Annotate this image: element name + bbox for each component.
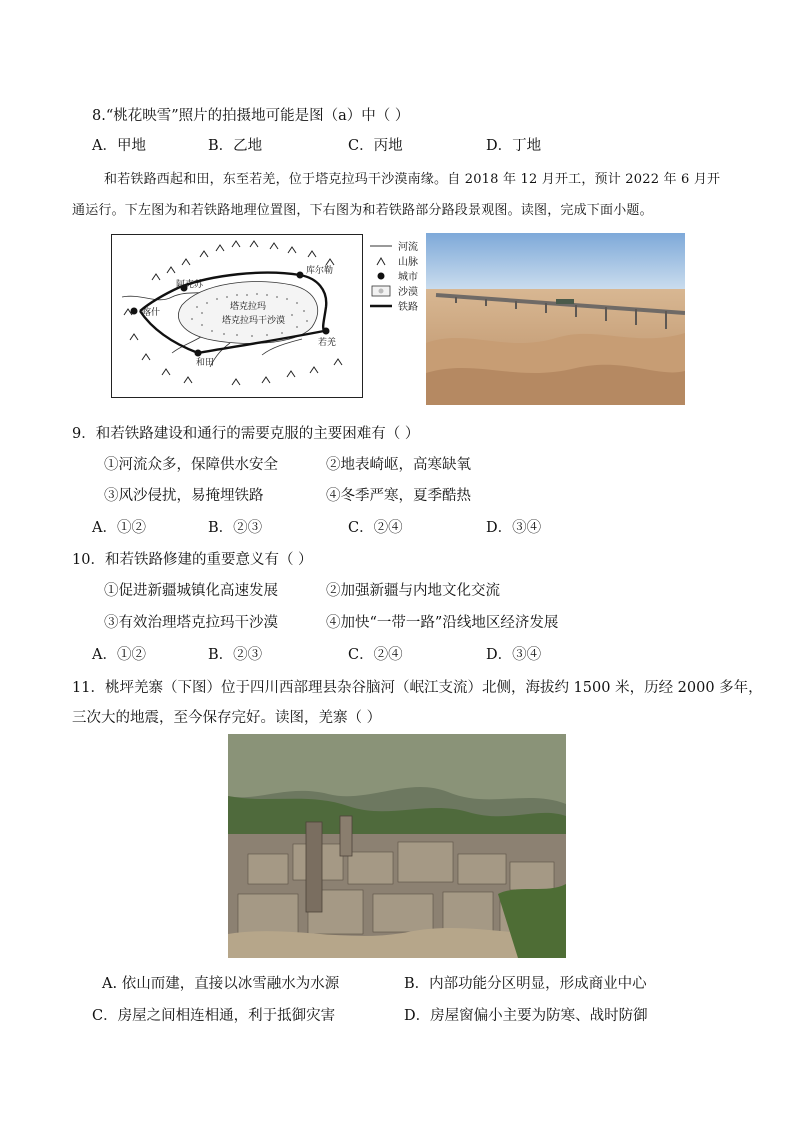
railway-line-icon — [370, 303, 392, 309]
q11-option-c[interactable]: C．房屋之间相连相通，利于抵御灾害 — [92, 1008, 336, 1024]
q8-option-c[interactable]: C．丙地 — [348, 138, 403, 154]
river-line-icon — [370, 243, 392, 249]
label-korla: 库尔勒 — [306, 266, 334, 276]
legend-desert — [370, 283, 418, 298]
q10-option-b[interactable]: B．②③ — [208, 647, 263, 663]
city-kashgar — [131, 308, 138, 315]
q9-statement-4: ④冬季严寒，夏季酷热 — [326, 488, 471, 504]
qiang-village-photo — [228, 734, 566, 958]
q11-option-d[interactable]: D．房屋窗偏小主要为防寒、战时防御 — [404, 1008, 648, 1024]
desert-label-1: 塔克拉玛 — [230, 302, 267, 312]
desert-label-2: 塔克拉玛干沙漠 — [222, 316, 286, 326]
q10-stem: 10．和若铁路修建的重要意义有（ ） — [72, 552, 313, 568]
q9-statement-3: ③风沙侵扰，易掩埋铁路 — [104, 488, 264, 504]
q11-option-a[interactable]: A. 依山而建，直接以冰雪融水为水源 — [102, 976, 340, 992]
city-dot-icon — [370, 271, 392, 281]
legend-railway — [370, 298, 418, 313]
q10-statement-1: ①促进新疆城镇化高速发展 — [104, 583, 278, 599]
legend-river — [370, 238, 418, 253]
q9-option-a[interactable]: A．①② — [92, 520, 146, 536]
q10-option-d[interactable]: D．③④ — [486, 647, 542, 663]
legend-city — [370, 268, 418, 283]
desert-swatch-icon — [370, 285, 392, 297]
q9-stem: 9．和若铁路建设和通行的需要克服的主要困难有（ ） — [72, 426, 420, 442]
q11-stem-line-1: 11．桃坪羌寨（下图）位于四川西部理县杂谷脑河（岷江支流）北侧，海拔约 1500 米，历经 2000 多年， — [72, 680, 763, 696]
q9-statement-2: ②地表崎岖，高寒缺氧 — [326, 457, 471, 473]
q9-statement-1: ①河流众多，保障供水安全 — [104, 457, 278, 473]
qiang-village-photo-drawing — [228, 734, 566, 958]
legend-desert-label: 沙漠 — [398, 287, 418, 298]
label-hotan: 和田 — [196, 358, 215, 368]
q10-statement-4: ④加快“一带一路”沿线地区经济发展 — [326, 615, 559, 631]
city-korla — [297, 272, 304, 279]
q8-option-b[interactable]: B．乙地 — [208, 138, 263, 154]
label-kashgar: 喀什 — [142, 308, 161, 318]
passage-line-1: 和若铁路西起和田，东至若羌，位于塔克拉玛干沙漠南缘。自 2018 年 12 月开工，预计 2022 年 6 月开 — [104, 172, 721, 187]
mountain-symbol-icon — [370, 256, 392, 266]
q9-option-c[interactable]: C．②④ — [348, 520, 403, 536]
legend-railway-label: 铁路 — [398, 302, 418, 313]
label-ruoqiang: 若羌 — [318, 338, 337, 348]
legend-river-label: 河流 — [398, 242, 418, 253]
legend-mountain-label: 山脉 — [398, 257, 418, 268]
legend-mountain — [370, 253, 418, 268]
q9-option-b[interactable]: B．②③ — [208, 520, 263, 536]
q10-option-a[interactable]: A．①② — [92, 647, 146, 663]
desert-railway-photo — [426, 233, 685, 405]
q10-statement-3: ③有效治理塔克拉玛干沙漠 — [104, 615, 278, 631]
city-ruoqiang — [323, 328, 330, 335]
q11-stem-line-2: 三次大的地震，至今保存完好。读图，羌寨（ ） — [72, 710, 382, 726]
q10-statement-2: ②加强新疆与内地文化交流 — [326, 583, 500, 599]
passage-line-2: 通运行。下左图为和若铁路地理位置图，下右图为和若铁路部分路段景观图。读图，完成下面小题。 — [72, 203, 653, 218]
q10-option-c[interactable]: C．②④ — [348, 647, 403, 663]
label-aksu: 阿克苏 — [176, 280, 204, 290]
railway-location-map — [111, 234, 363, 398]
legend-city-label: 城市 — [398, 272, 418, 283]
q11-option-b[interactable]: B．内部功能分区明显，形成商业中心 — [404, 976, 647, 992]
q8-option-a[interactable]: A．甲地 — [92, 138, 146, 154]
q9-option-d[interactable]: D．③④ — [486, 520, 542, 536]
q8-option-d[interactable]: D．丁地 — [486, 138, 542, 154]
q8-stem: 8.“桃花映雪”照片的拍摄地可能是图（a）中（ ） — [92, 108, 410, 124]
desert-railway-photo-drawing — [426, 233, 685, 405]
